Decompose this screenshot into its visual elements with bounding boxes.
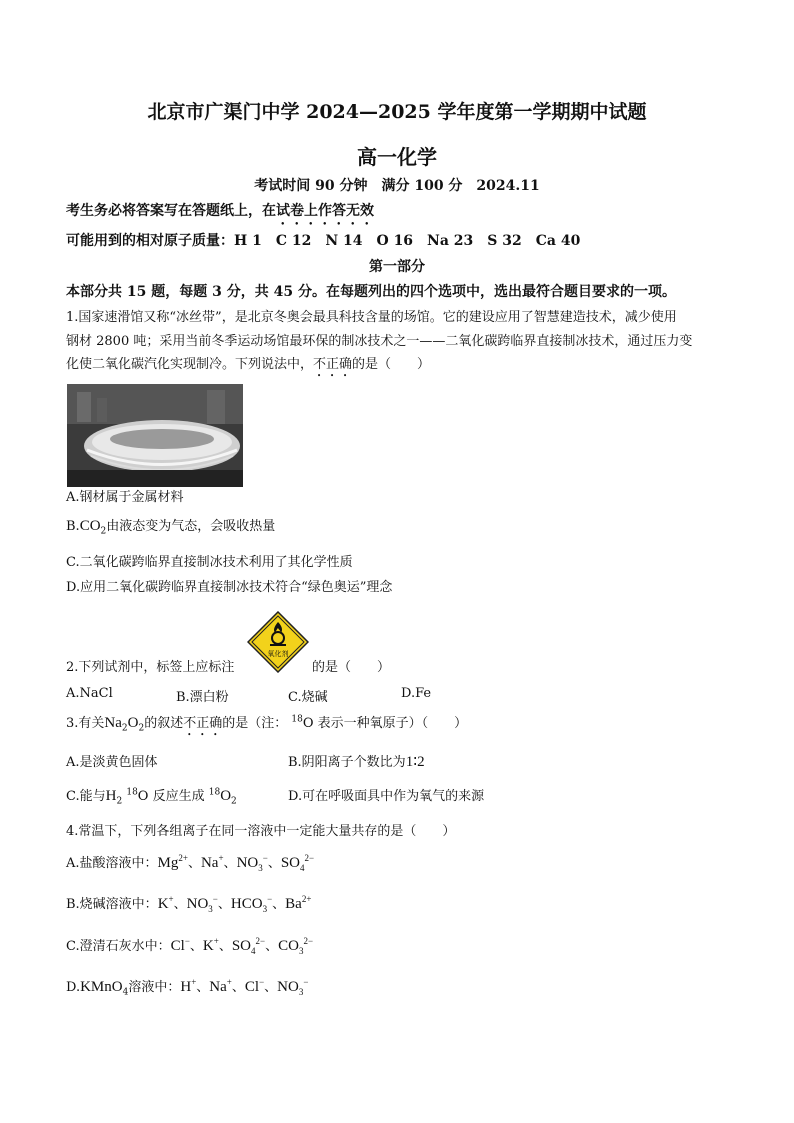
q3-option-c-h: H — [105, 788, 117, 804]
q3-option-c-sup: 18 — [126, 787, 138, 798]
q3-option-b-text: B.阴阳离子个数比为 — [288, 755, 406, 770]
q3-stem — [66, 712, 467, 739]
q3-note2: O 表示一种氧原子）（ ） — [302, 716, 468, 731]
q1-option-b-letter: B. — [66, 519, 80, 534]
q4-option-d-letter: D. — [66, 980, 81, 995]
q1-line1: 1.国家速滑馆又称“冰丝带”，是北京冬奥会最具科技含量的场馆。它的建设应用了智慧建造技术，减少使用 — [66, 310, 677, 325]
subject-title: 高一化学 — [357, 145, 437, 169]
speed-skating-oval-photo — [67, 384, 243, 487]
q1-line3-end: 的是（ ） — [352, 357, 431, 372]
q4-option-c-label: C.澄清石灰水中： — [66, 939, 171, 954]
q3-option-c-sub: 2 — [116, 796, 123, 807]
q2-option-c: C.烧碱 — [288, 690, 328, 705]
q4-option-d-sub: 4 — [122, 987, 129, 998]
q3-prefix: 3.有关 — [66, 716, 105, 731]
q1-line3 — [66, 353, 430, 380]
section-title: 第一部分 — [369, 259, 425, 275]
atomic-masses: 可能用到的相对原子质量：H 1 C 12 N 14 O 16 Na 23 S 32 Ca 40 — [66, 233, 581, 249]
q3-option-c-sub2: 2 — [231, 796, 237, 807]
q3-isotope-sup: 18 — [291, 714, 303, 725]
q1-line2: 钢材 2800 吨；采用当前冬季运动场馆最环保的制冰技术之一——二氧化碳跨临界直接制冰技术，通过压力变 — [66, 334, 693, 349]
q1-option-b-text: 由液态变为气态，会吸收热量 — [106, 519, 276, 534]
q4-option-b: B.烧碱溶液中：K+、$NO_3^-$、$HCO_3^-$、$Ba^{2+}$ — [66, 894, 312, 914]
q3-formula-na: Na — [104, 715, 122, 731]
q3-emphasis: 不正确 — [183, 716, 223, 731]
q1-option-b-subscript: 2 — [100, 526, 107, 537]
q3-option-d: D.可在呼吸面具中作为氧气的来源 — [288, 789, 485, 804]
q3-sub2: 2 — [138, 723, 145, 734]
q3-option-c — [66, 785, 237, 805]
q4-option-a: A.盐酸溶液中：$Mg^{2+}$、Na+、$NO_3^-$、$SO_4^{2-}$ — [66, 853, 315, 873]
q3-option-c-sup2: 18 — [208, 787, 221, 798]
q2-stem-prefix: 2.下列试剂中，标签上应标注 — [66, 660, 235, 675]
q3-option-b-ratio: 1∶2 — [405, 754, 425, 770]
q1-option-b — [66, 515, 275, 535]
q1-option-b-formula: CO — [79, 518, 101, 534]
q1-emphasis: 不正确 — [313, 357, 353, 372]
q1-line3-text: 化使二氧化碳汽化实现制冷。下列说法中， — [66, 357, 314, 372]
q3-option-c-o2: O — [220, 788, 232, 804]
q4-option-a-label: A.盐酸溶液中： — [66, 856, 158, 871]
q4-stem: 4.常温下，下列各组离子在同一溶液中一定能大量共存的是（ ） — [66, 824, 456, 839]
q3-mid: 的叙述 — [144, 716, 184, 731]
q3-note: 的是（注： — [222, 716, 288, 731]
q2-option-a: A.NaCl — [66, 686, 113, 701]
exam-info: 考试时间 90 分钟 满分 100 分 2024.11 — [254, 178, 540, 194]
q1-option-d: D.应用二氧化碳跨临界直接制冰技术符合“绿色奥运”理念 — [66, 580, 393, 595]
answer-notice — [66, 200, 374, 228]
notice-emphasis: 试卷上作答无效 — [276, 203, 374, 219]
q3-option-a: A.是淡黄色固体 — [66, 755, 158, 770]
q4-option-c: C.澄清石灰水中：Cl−、K+、$SO_4^{2-}$、$CO_3^{2-}$ — [66, 936, 314, 956]
q3-sub1: 2 — [121, 723, 128, 734]
oxidizer-hazard-label-icon — [247, 611, 309, 673]
q2-stem-suffix: 的是（ ） — [312, 660, 391, 675]
q3-option-b — [288, 751, 425, 771]
notice-text: 考生务必将答案写在答题纸上，在 — [66, 203, 276, 219]
q1-option-a: A.钢材属于金属材料 — [66, 490, 184, 505]
section-instruction: 本部分共 15 题，每题 3 分，共 45 分。在每题列出的四个选项中，选出最符合题目要求的一项。 — [66, 284, 676, 300]
q2-option-b: B.漂白粉 — [176, 690, 229, 705]
q3-option-c-o: O 反应生成 — [137, 789, 205, 804]
q3-formula-o: O — [127, 715, 139, 731]
q4-option-d-label: 溶液中： — [128, 980, 181, 995]
hazard-label-text: 氧化剂 — [267, 650, 289, 658]
q3-option-c-prefix: C.能与 — [66, 789, 106, 804]
q1-option-c: C.二氧化碳跨临界直接制冰技术利用了其化学性质 — [66, 555, 353, 570]
q4-option-d-formula: KMnO — [80, 979, 123, 995]
q4-option-d: D.KMnO$_4$溶液中：H+、Na+、Cl−、$NO_3^-$ — [66, 977, 309, 998]
exam-title: 北京市广渠门中学 2024—2025 学年度第一学期期中试题 — [147, 101, 647, 123]
q4-option-b-label: B.烧碱溶液中： — [66, 897, 158, 912]
q2-option-d: D.Fe — [401, 686, 432, 701]
